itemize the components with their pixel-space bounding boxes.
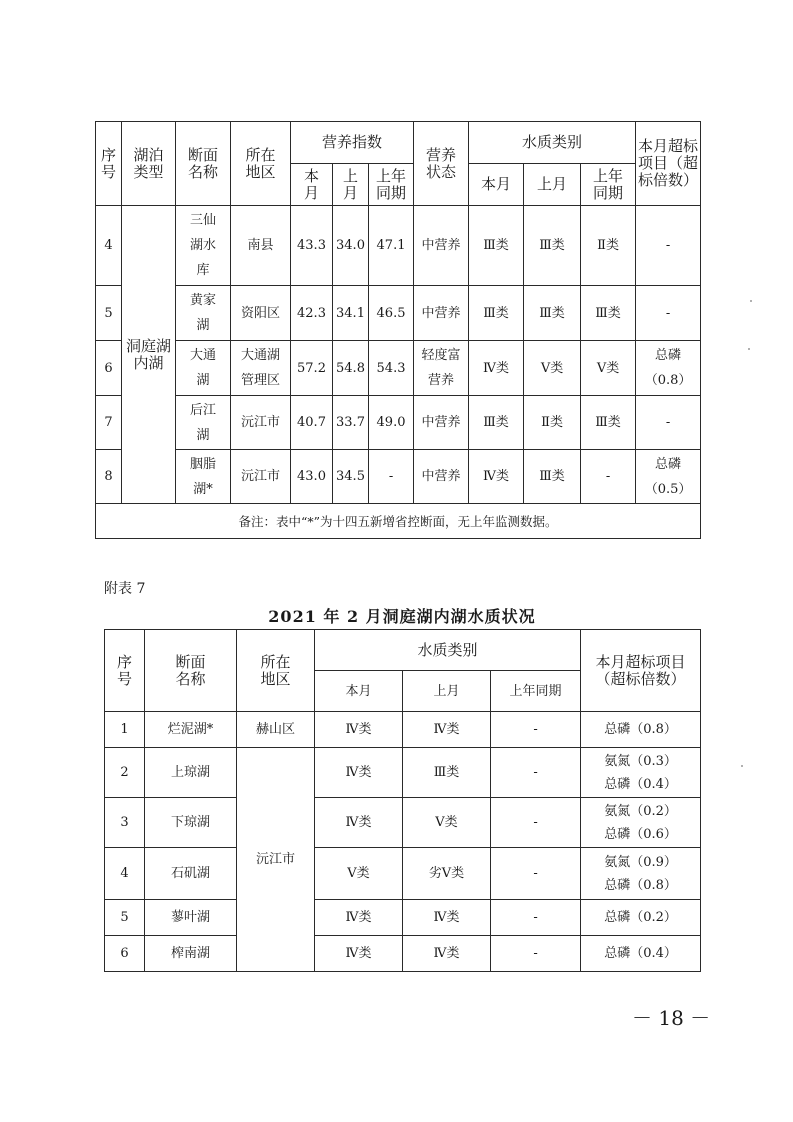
table-water-quality bbox=[104, 629, 701, 972]
table-row bbox=[96, 286, 701, 341]
cell-section: 三仙湖水库 bbox=[176, 206, 231, 286]
cell-trophic-state: 轻度富营养 bbox=[414, 341, 469, 396]
cell-wq-this: Ⅳ类 bbox=[315, 712, 403, 748]
cell-region-shared: 沅江市 bbox=[237, 748, 315, 972]
cell-exceed: - bbox=[636, 396, 701, 450]
cell-seq: 5 bbox=[96, 286, 122, 341]
cell-wq-yoy: - bbox=[491, 798, 581, 848]
cell-seq: 3 bbox=[105, 798, 145, 848]
table-row bbox=[96, 450, 701, 504]
cell-wq-last: Ⅴ类 bbox=[403, 798, 491, 848]
cell-exceed: 总磷（0.2） bbox=[581, 900, 701, 936]
cell-ti-this: 40.7 bbox=[291, 396, 333, 450]
appendix-label: 附表 7 bbox=[104, 581, 146, 597]
table-row bbox=[96, 341, 701, 396]
cell-exceed: 氨氮（0.2） 总磷（0.6） bbox=[581, 798, 701, 848]
header-wq-this: 本月 bbox=[315, 671, 403, 712]
table-row bbox=[96, 396, 701, 450]
cell-wq-yoy: - bbox=[491, 748, 581, 798]
table-row bbox=[96, 206, 701, 286]
cell-exceed: 总磷（0.4） bbox=[581, 936, 701, 972]
cell-ti-yoy: 46.5 bbox=[369, 286, 414, 341]
cell-trophic-state: 中营养 bbox=[414, 450, 469, 504]
cell-wq-last: Ⅲ类 bbox=[524, 450, 581, 504]
cell-seq: 7 bbox=[96, 396, 122, 450]
header-lake-type: 湖泊类型 bbox=[122, 122, 176, 206]
header-region: 所在地区 bbox=[237, 630, 315, 712]
cell-wq-last: Ⅱ类 bbox=[524, 396, 581, 450]
header-seq: 序号 bbox=[96, 122, 122, 206]
cell-section: 榨南湖 bbox=[145, 936, 237, 972]
cell-section: 大通湖 bbox=[176, 341, 231, 396]
cell-wq-last: Ⅲ类 bbox=[403, 748, 491, 798]
cell-trophic-state: 中营养 bbox=[414, 396, 469, 450]
cell-wq-this: Ⅳ类 bbox=[315, 936, 403, 972]
cell-ti-yoy: 54.3 bbox=[369, 341, 414, 396]
cell-wq-last: 劣Ⅴ类 bbox=[403, 848, 491, 900]
cell-wq-last: Ⅳ类 bbox=[403, 712, 491, 748]
cell-wq-this: Ⅳ类 bbox=[315, 900, 403, 936]
cell-region: 资阳区 bbox=[231, 286, 291, 341]
table-title: 2021 年 2 月洞庭湖内湖水质状况 bbox=[268, 607, 536, 626]
cell-ti-this: 43.3 bbox=[291, 206, 333, 286]
table-note: 备注：表中“*”为十四五新增省控断面，无上年监测数据。 bbox=[96, 504, 701, 539]
header-section: 断面名称 bbox=[145, 630, 237, 712]
cell-wq-last: Ⅳ类 bbox=[403, 900, 491, 936]
cell-exceed: 氨氮（0.9） 总磷（0.8） bbox=[581, 848, 701, 900]
header-wq-last: 上月 bbox=[524, 164, 581, 206]
table-row bbox=[105, 798, 701, 848]
cell-seq: 8 bbox=[96, 450, 122, 504]
header-ti-this: 本月 bbox=[291, 164, 333, 206]
cell-wq-yoy: Ⅴ类 bbox=[581, 341, 636, 396]
header-trophic-index: 营养指数 bbox=[291, 122, 414, 164]
cell-trophic-state: 中营养 bbox=[414, 206, 469, 286]
cell-wq-last: Ⅲ类 bbox=[524, 206, 581, 286]
cell-section: 黄家湖 bbox=[176, 286, 231, 341]
header-wq-class: 水质类别 bbox=[315, 630, 581, 671]
cell-seq: 2 bbox=[105, 748, 145, 798]
cell-ti-last: 54.8 bbox=[333, 341, 369, 396]
cell-exceed: 氨氮（0.3） 总磷（0.4） bbox=[581, 748, 701, 798]
cell-ti-this: 42.3 bbox=[291, 286, 333, 341]
cell-region: 沅江市 bbox=[231, 450, 291, 504]
cell-exceed: 总磷（0.8） bbox=[581, 712, 701, 748]
cell-ti-last: 34.1 bbox=[333, 286, 369, 341]
table-row bbox=[105, 848, 701, 900]
cell-wq-this: Ⅳ类 bbox=[315, 748, 403, 798]
cell-wq-yoy: Ⅲ类 bbox=[581, 286, 636, 341]
cell-wq-yoy: - bbox=[491, 712, 581, 748]
cell-region: 赫山区 bbox=[237, 712, 315, 748]
header-seq: 序号 bbox=[105, 630, 145, 712]
table-trophic-status bbox=[95, 121, 701, 539]
cell-seq: 4 bbox=[96, 206, 122, 286]
cell-wq-yoy: - bbox=[581, 450, 636, 504]
cell-section: 上琼湖 bbox=[145, 748, 237, 798]
cell-lake-type: 洞庭湖内湖 bbox=[122, 206, 176, 504]
cell-section: 胭脂湖* bbox=[176, 450, 231, 504]
cell-ti-last: 33.7 bbox=[333, 396, 369, 450]
header-wq-class: 水质类别 bbox=[469, 122, 636, 164]
cell-ti-yoy: 49.0 bbox=[369, 396, 414, 450]
cell-wq-this: Ⅴ类 bbox=[315, 848, 403, 900]
header-section: 断面名称 bbox=[176, 122, 231, 206]
cell-wq-this: Ⅳ类 bbox=[469, 341, 524, 396]
header-region: 所在地区 bbox=[231, 122, 291, 206]
cell-ti-last: 34.0 bbox=[333, 206, 369, 286]
cell-exceed: 总磷 （0.8） bbox=[636, 341, 701, 396]
cell-wq-yoy: - bbox=[491, 848, 581, 900]
header-wq-yoy: 上年同期 bbox=[491, 671, 581, 712]
header-trophic-state: 营养状态 bbox=[414, 122, 469, 206]
header-ti-last: 上月 bbox=[333, 164, 369, 206]
scan-speck bbox=[741, 765, 743, 767]
cell-section: 石矶湖 bbox=[145, 848, 237, 900]
header-ti-yoy: 上年同期 bbox=[369, 164, 414, 206]
cell-wq-yoy: Ⅲ类 bbox=[581, 396, 636, 450]
cell-section: 后江湖 bbox=[176, 396, 231, 450]
cell-wq-this: Ⅲ类 bbox=[469, 286, 524, 341]
cell-wq-this: Ⅲ类 bbox=[469, 206, 524, 286]
header-wq-yoy: 上年同期 bbox=[581, 164, 636, 206]
cell-wq-yoy: - bbox=[491, 936, 581, 972]
cell-section: 下琼湖 bbox=[145, 798, 237, 848]
cell-wq-last: Ⅲ类 bbox=[524, 286, 581, 341]
cell-ti-this: 57.2 bbox=[291, 341, 333, 396]
cell-wq-yoy: Ⅱ类 bbox=[581, 206, 636, 286]
scan-speck bbox=[750, 300, 752, 302]
cell-ti-this: 43.0 bbox=[291, 450, 333, 504]
page-number: － 18 － bbox=[632, 1006, 711, 1030]
cell-ti-yoy: - bbox=[369, 450, 414, 504]
cell-seq: 5 bbox=[105, 900, 145, 936]
cell-section: 蓼叶湖 bbox=[145, 900, 237, 936]
cell-wq-this: Ⅳ类 bbox=[469, 450, 524, 504]
cell-section: 烂泥湖* bbox=[145, 712, 237, 748]
cell-exceed: 总磷 （0.5） bbox=[636, 450, 701, 504]
cell-wq-this: Ⅲ类 bbox=[469, 396, 524, 450]
header-wq-this: 本月 bbox=[469, 164, 524, 206]
cell-exceed: - bbox=[636, 286, 701, 341]
scan-speck bbox=[748, 348, 750, 350]
table-row bbox=[105, 936, 701, 972]
cell-wq-yoy: - bbox=[491, 900, 581, 936]
cell-trophic-state: 中营养 bbox=[414, 286, 469, 341]
cell-exceed: - bbox=[636, 206, 701, 286]
cell-ti-last: 34.5 bbox=[333, 450, 369, 504]
table-row bbox=[105, 712, 701, 748]
cell-region: 南县 bbox=[231, 206, 291, 286]
cell-ti-yoy: 47.1 bbox=[369, 206, 414, 286]
cell-region: 沅江市 bbox=[231, 396, 291, 450]
table-row bbox=[105, 748, 701, 798]
cell-region: 大通湖管理区 bbox=[231, 341, 291, 396]
header-exceed: 本月超标项目（超标倍数） bbox=[636, 122, 701, 206]
cell-seq: 6 bbox=[105, 936, 145, 972]
table-row bbox=[105, 900, 701, 936]
cell-wq-this: Ⅳ类 bbox=[315, 798, 403, 848]
cell-wq-last: Ⅳ类 bbox=[403, 936, 491, 972]
cell-seq: 4 bbox=[105, 848, 145, 900]
cell-seq: 1 bbox=[105, 712, 145, 748]
header-exceed: 本月超标项目（超标倍数） bbox=[581, 630, 701, 712]
cell-wq-last: Ⅴ类 bbox=[524, 341, 581, 396]
header-wq-last: 上月 bbox=[403, 671, 491, 712]
cell-seq: 6 bbox=[96, 341, 122, 396]
